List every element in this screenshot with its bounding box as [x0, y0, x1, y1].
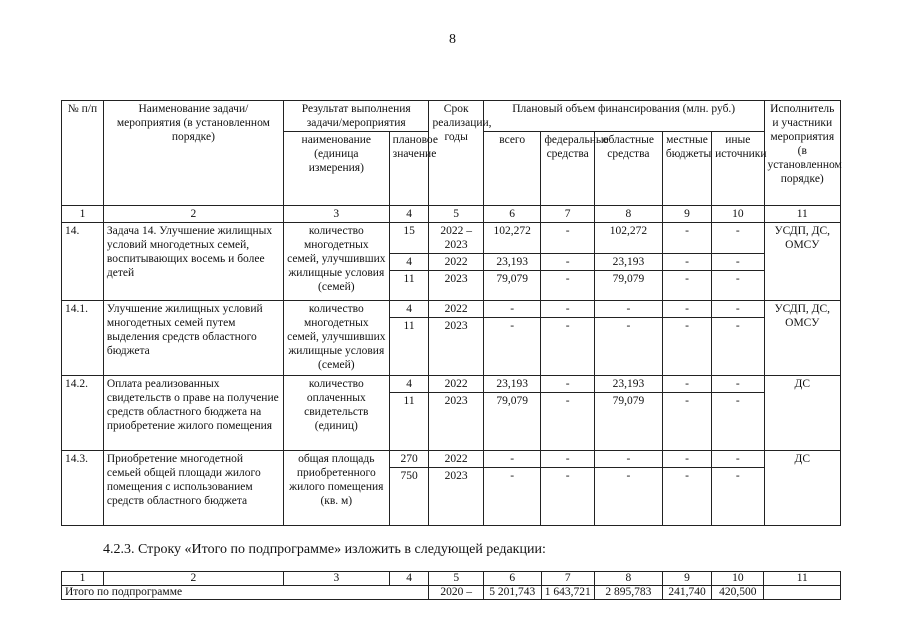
- row-number: 14.3.: [62, 451, 104, 526]
- header-result: Результат выполнения задачи/мероприятия: [283, 101, 429, 132]
- period: 2022: [429, 301, 483, 318]
- other: -: [712, 223, 764, 254]
- itogo-row: [62, 586, 841, 600]
- total: -: [483, 451, 541, 468]
- federal: -: [541, 301, 594, 318]
- other: -: [712, 376, 764, 393]
- federal: -: [541, 451, 594, 468]
- column-number: 11: [764, 206, 840, 223]
- header-local: местные бюджеты: [662, 132, 711, 206]
- federal: -: [541, 254, 594, 271]
- table-row: [62, 451, 841, 468]
- header-result-name: наименование (единица измерения): [283, 132, 389, 206]
- other: -: [712, 393, 764, 451]
- regional: -: [594, 468, 662, 526]
- period: 2022: [429, 376, 483, 393]
- federal: -: [541, 376, 594, 393]
- planned-value: 750: [389, 468, 429, 526]
- period: 2023: [429, 393, 483, 451]
- row-number: 14.2.: [62, 376, 104, 451]
- result-name: общая площадь приобретенного жилого помещения (кв. м): [283, 451, 389, 526]
- other: -: [712, 468, 764, 526]
- header-period: Срок реализации, годы: [429, 101, 483, 206]
- result-name: количество многодетных семей, улучшивших жилищные условия (семей): [283, 223, 389, 301]
- federal: -: [541, 271, 594, 301]
- executors: ДС: [764, 451, 840, 526]
- header-no: № п/п: [62, 101, 104, 206]
- planned-value: 11: [389, 271, 429, 301]
- executors: УСДП, ДС, ОМСУ: [764, 223, 840, 301]
- result-name: количество оплаченных свидетельств (единиц): [283, 376, 389, 451]
- column-number: 9: [662, 206, 711, 223]
- total: 23,193: [483, 254, 541, 271]
- column-number: 8: [594, 572, 662, 586]
- total: 102,272: [483, 223, 541, 254]
- table-row: [62, 301, 841, 318]
- period: 2022: [429, 254, 483, 271]
- column-number: 4: [389, 206, 429, 223]
- itogo-executors: [764, 586, 841, 600]
- column-number: 7: [541, 572, 594, 586]
- itogo-total: 5 201,743: [483, 586, 541, 600]
- total: -: [483, 318, 541, 376]
- table-row: [62, 376, 841, 393]
- federal: -: [541, 468, 594, 526]
- regional: 102,272: [594, 223, 662, 254]
- column-number: 6: [483, 572, 541, 586]
- total: -: [483, 301, 541, 318]
- regional: -: [594, 318, 662, 376]
- page-number: 8: [449, 32, 456, 47]
- column-number-row: [62, 206, 841, 223]
- column-number: 6: [483, 206, 541, 223]
- itogo-regional: 2 895,783: [594, 586, 662, 600]
- header-result-value: плановое значение: [389, 132, 429, 206]
- period: 2023: [429, 318, 483, 376]
- period: 2023: [429, 468, 483, 526]
- task-name: Улучшение жилищных условий многодетных семей путем выделения средств областного бюджета: [103, 301, 283, 376]
- planned-value: 15: [389, 223, 429, 254]
- other: -: [712, 318, 764, 376]
- column-number: 2: [103, 206, 283, 223]
- itogo-number-row: [62, 572, 841, 586]
- table-row: [62, 223, 841, 254]
- column-number: 5: [429, 572, 483, 586]
- executors: ДС: [764, 376, 840, 451]
- column-number: 5: [429, 206, 483, 223]
- total: 79,079: [483, 393, 541, 451]
- local: -: [662, 301, 711, 318]
- regional: 79,079: [594, 271, 662, 301]
- local: -: [662, 223, 711, 254]
- planned-value: 4: [389, 301, 429, 318]
- result-name: количество многодетных семей, улучшивших жилищные условия (семей): [283, 301, 389, 376]
- itogo-local: 241,740: [662, 586, 711, 600]
- federal: -: [541, 223, 594, 254]
- federal: -: [541, 393, 594, 451]
- task-name: Задача 14. Улучшение жилищных условий многодетных семей, воспитывающих восемь и более детей: [103, 223, 283, 301]
- header-regional: областные средства: [594, 132, 662, 206]
- column-number: 1: [62, 572, 104, 586]
- regional: 23,193: [594, 254, 662, 271]
- total: 79,079: [483, 271, 541, 301]
- federal: -: [541, 318, 594, 376]
- local: -: [662, 318, 711, 376]
- row-number: 14.: [62, 223, 104, 301]
- local: -: [662, 451, 711, 468]
- other: -: [712, 451, 764, 468]
- executors: УСДП, ДС, ОМСУ: [764, 301, 840, 376]
- total: 23,193: [483, 376, 541, 393]
- period: 2023: [429, 271, 483, 301]
- amendment-paragraph: 4.2.3. Строку «Итого по подпрограмме» изложить в следующей редакции:: [103, 542, 546, 557]
- planned-value: 270: [389, 451, 429, 468]
- column-number: 3: [283, 572, 389, 586]
- regional: 23,193: [594, 376, 662, 393]
- itogo-label: Итого по подпрограмме: [62, 586, 429, 600]
- activities-table: [61, 100, 841, 526]
- header-name: Наименование задачи/мероприятия (в установленном порядке): [103, 101, 283, 206]
- column-number: 9: [662, 572, 711, 586]
- local: -: [662, 254, 711, 271]
- task-name: Приобретение многодетной семьей общей площади жилого помещения с использованием средств областного бюджета: [103, 451, 283, 526]
- other: -: [712, 254, 764, 271]
- column-number: 10: [712, 206, 764, 223]
- column-number: 3: [283, 206, 389, 223]
- total: -: [483, 468, 541, 526]
- column-number: 7: [541, 206, 594, 223]
- other: -: [712, 271, 764, 301]
- itogo-federal: 1 643,721: [541, 586, 594, 600]
- period: 2022: [429, 451, 483, 468]
- planned-value: 11: [389, 318, 429, 376]
- column-number: 8: [594, 206, 662, 223]
- header-other: иные источники: [712, 132, 764, 206]
- period: 2022 – 2023: [429, 223, 483, 254]
- header-federal: федеральные средства: [541, 132, 594, 206]
- planned-value: 4: [389, 254, 429, 271]
- regional: 79,079: [594, 393, 662, 451]
- local: -: [662, 271, 711, 301]
- column-number: 11: [764, 572, 841, 586]
- column-number: 2: [103, 572, 283, 586]
- itogo-period: 2020 –: [429, 586, 483, 600]
- other: -: [712, 301, 764, 318]
- column-number: 10: [712, 572, 764, 586]
- header-total: всего: [483, 132, 541, 206]
- header-executors: Исполнитель и участники мероприятия (в установленном порядке): [764, 101, 840, 206]
- regional: -: [594, 451, 662, 468]
- column-number: 1: [62, 206, 104, 223]
- itogo-other: 420,500: [712, 586, 764, 600]
- header-funding: Плановый объем финансирования (млн. руб.): [483, 101, 764, 132]
- local: -: [662, 376, 711, 393]
- itogo-table: [61, 571, 841, 600]
- header-row-1: [62, 101, 841, 132]
- task-name: Оплата реализованных свидетельств о праве на получение средств областного бюджета на приобретение жилого помещения: [103, 376, 283, 451]
- column-number: 4: [389, 572, 429, 586]
- regional: -: [594, 301, 662, 318]
- local: -: [662, 468, 711, 526]
- planned-value: 11: [389, 393, 429, 451]
- planned-value: 4: [389, 376, 429, 393]
- local: -: [662, 393, 711, 451]
- row-number: 14.1.: [62, 301, 104, 376]
